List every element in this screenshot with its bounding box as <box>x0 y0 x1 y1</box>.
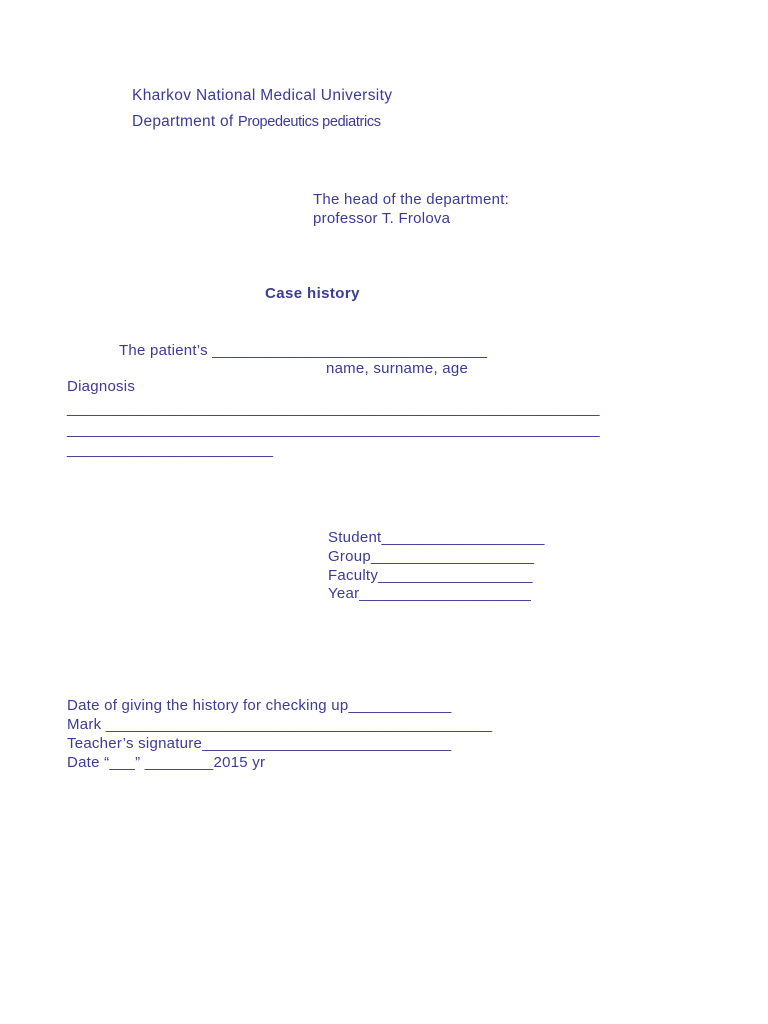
department-name: Propedeutics pediatrics <box>238 114 381 130</box>
patient-field: The patient’s ________________________________ <box>119 342 488 359</box>
diagnosis-line: ______________________________________________________________ <box>67 400 600 417</box>
university-name: Kharkov National Medical University <box>132 87 393 104</box>
student-field: Student___________________ <box>328 529 545 546</box>
group-field: Group___________________ <box>328 548 535 565</box>
diagnosis-line: ________________________ <box>67 441 274 458</box>
diagnosis-line: ______________________________________________________________ <box>67 421 600 438</box>
faculty-field: Faculty__________________ <box>328 567 533 584</box>
diagnosis-label: Diagnosis <box>67 378 136 395</box>
department-line <box>132 113 381 131</box>
date-of-giving-field: Date of giving the history for checking up____________ <box>67 697 452 714</box>
year-field: Year____________________ <box>328 585 532 602</box>
date-field: Date “___” ________2015 yr <box>67 754 266 771</box>
mark-field: Mark _____________________________________________ <box>67 716 493 733</box>
department-prefix: Department of <box>132 113 239 130</box>
head-of-department-name: professor T. Frolova <box>313 210 451 227</box>
teacher-signature-field: Teacher’s signature_____________________________ <box>67 735 452 752</box>
document-title: Case history <box>265 285 360 302</box>
patient-field-hint: name, surname, age <box>326 360 469 377</box>
head-of-department-title: The head of the department: <box>313 191 510 208</box>
